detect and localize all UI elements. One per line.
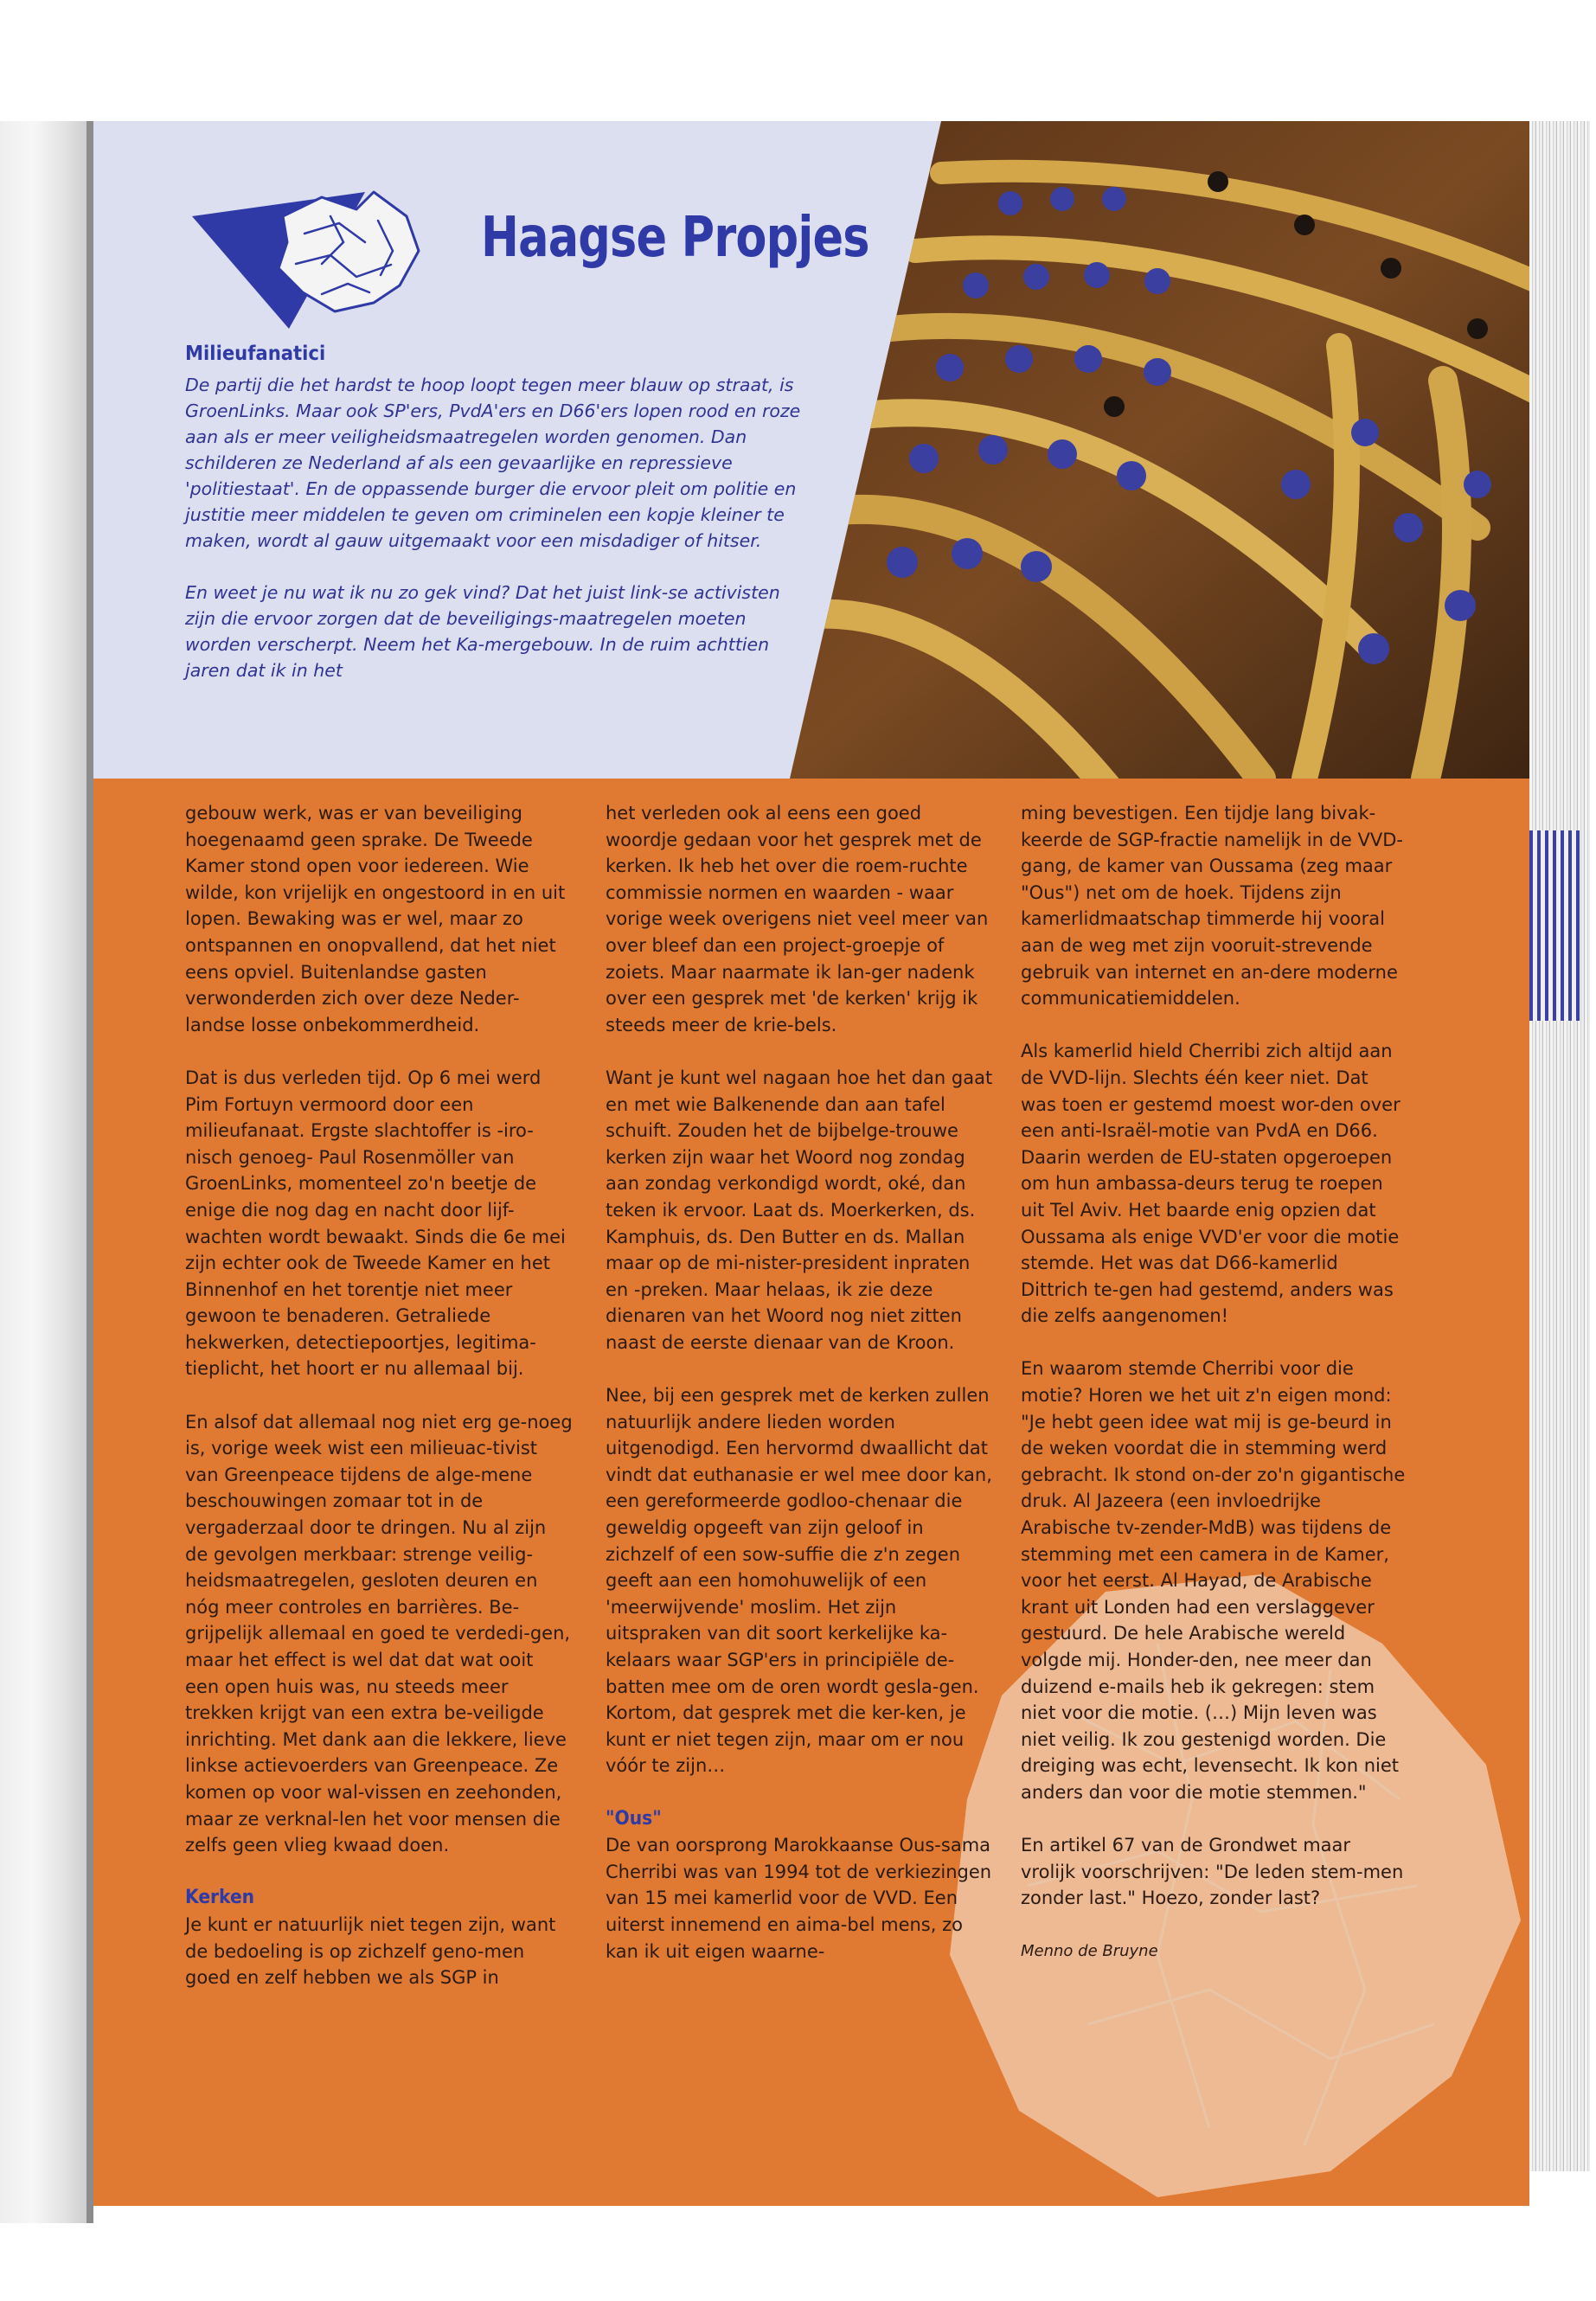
paragraph: Nee, bij een gesprek met de kerken zullen natuurlijk andere lieden worden uitgenodigd. Een hervormd dwaallicht dat vindt dat euthanasie er wel mee door kan, een gereformeerde godloo-chenaar die geweldig opgeeft van zijn geloof in zichzelf of een sow-suffie die z'n zegen geeft aan een homohuwelijk of een 'meerwijvende' moslim. Het zijn uitspraken van dit soort kerkelijke ka-kelaars waar SGP'ers in principiële de-batten mee om de oren wordt gesla-gen. Kortom, dat gesprek met die ker-ken, je kunt er niet tegen zijn, maar om er nou vóór te zijn… [606, 1385, 992, 1777]
author-signature: Menno de Bruyne [1021, 1941, 1158, 1960]
subheading-kerken: Kerken [185, 1887, 255, 1909]
article-column-3 [1021, 800, 1408, 1991]
page-title: Haagse Propjes [481, 206, 869, 270]
paragraph: De van oorsprong Marokkaanse Ous-sama Cherribi was van 1994 tot de verkiezingen van 15 mei kamerlid voor de VVD. Een uiterst innemend en aima-bel mens, zo kan ik uit eigen waarne- [606, 1835, 992, 1962]
blue-page-tabs [1529, 830, 1580, 1021]
paragraph: ming bevestigen. Een tijdje lang bivak-keerde de SGP-fractie namelijk in de VVD-gang, de kamer van Oussama (zeg maar "Ous") net om de hoek. Tijdens zijn kamerlidmaatschap timmerde hij vooral aan de weg met zijn vooruit-strevende gebruik van internet en an-dere moderne communicatiemiddelen. [1021, 803, 1403, 1009]
paragraph: gebouw werk, was er van beveiliging hoegenaamd geen sprake. De Tweede Kamer stond open voor iedereen. Wie wilde, kon vrijelijk en ongestoord in en uit lopen. Bewaking was er wel, maar zo ontspannen en onopvallend, dat het niet eens opviel. Buitenlandse gasten verwonderden zich over deze Neder-landse losse onbekommerdheid. [185, 803, 566, 1035]
article-column-2 [606, 800, 993, 1991]
intro-paragraph-1: De partij die het hardst te hoop loopt tegen meer blauw op straat, is GroenLinks. Maar ook SP'ers, PvdA'ers en D66'ers lopen rood en roze aan als er meer veiligheidsmaatregelen worden genomen. Dan schilderen ze Nederland af als een gevaarlijke en repressieve 'politiestaat'. En de oppassende burger die ervoor pleit om politie en justitie meer middelen te geven om criminelen een kopje kleiner te maken, wordt al gauw uitgemaakt voor een misdadiger of hitser. [185, 375, 801, 551]
page-stack-edges [1529, 121, 1590, 2171]
paragraph: Als kamerlid hield Cherribi zich altijd aan de VVD-lijn. Slechts één keer niet. Dat was toen er gestemd moest wor-den over een anti-Israël-motie van PvdA en D66. Daarin werden de EU-staten opgeroepen om hun ambassa-deurs terug te roepen uit Tel Aviv. Het baarde enig opzien dat Oussama als enige VVD'er voor die motie stemde. Het was dat D66-kamerlid Dittrich te-gen had gestemd, anders was die zelfs aangenomen! [1021, 1041, 1401, 1327]
section-heading-milieufanatici: Milieufanatici [185, 343, 326, 365]
paragraph: Je kunt er natuurlijk niet tegen zijn, want de bedoeling is op zichzelf geno-men goed en zelf hebben we als SGP in [185, 1913, 556, 1989]
paragraph: Dat is dus verleden tijd. Op 6 mei werd Pim Fortuyn vermoord door een milieufanaat. Ergste slachtoffer is -iro-nisch genoeg- Paul Rosenmöller van GroenLinks, momenteel zo'n beetje de enige die nog dag en nacht door lijf-wachten wordt bewaakt. Sinds die 6e mei zijn echter ook de Tweede Kamer en het Binnenhof en het torentje niet meer gewoon te benaderen. Getraliede hekwerken, detectiepoortjes, legitima-tieplicht, het hoort er nu allemaal bij. [185, 1067, 566, 1380]
paragraph: En artikel 67 van de Grondwet maar vrolijk voorschrijven: "De leden stem-men zonder last." Hoezo, zonder last? [1021, 1835, 1404, 1909]
previous-page-edge [0, 121, 93, 2223]
paragraph: En alsof dat allemaal nog niet erg ge-noeg is, vorige week wist een milieuac-tivist van Greenpeace tijdens de alge-mene beschouwingen zomaar tot in de vergaderzaal door te dringen. Nu al zijn de gevolgen merkbaar: strenge veilig-heidsmaatregelen, gesloten deuren en nóg meer controles en barrières. Be-grijpelijk allemaal en goed te verdedi-gen, maar het effect is wel dat dat wat ooit een open huis was, nu steeds meer trekken krijgt van een extra be-veiligde inrichting. Met dank aan die lekkere, lieve linkse actievoerders van Greenpeace. Ze komen op voor wal-vissen en zeehonden, maar ze verknal-len het voor mensen die zelfs geen vlieg kwaad doen. [185, 1411, 573, 1856]
magazine-page [93, 121, 1529, 2206]
paragraph: En waarom stemde Cherribi voor die motie? Horen we het uit z'n eigen mond: "Je hebt geen idee wat mij is ge-beurd in de weken voordat die in stemming werd gebracht. Ik stond on-der zo'n gigantische druk. Al Jazeera (een invloedrijke Arabische tv-zender-MdB) was tijdens de stemming met een camera in de Kamer, voor het eerst. Al Hayad, de Arabische krant uit Londen had een verslaggever gestuurd. De hele Arabische wereld volgde mij. Honder-den, nee meer dan duizend e-mails heb ik gekregen: stem niet voor die motie. (…) Mijn leven was niet veilig. Ik zou gestenigd worden. Die dreiging was echt, levensecht. Ik kon niet anders dan voor die motie stemmen." [1021, 1358, 1406, 1803]
intro-text [185, 372, 808, 709]
article-column-1 [185, 800, 573, 2017]
paragraph: Want je kunt wel nagaan hoe het dan gaat en met wie Balkenende dan aan tafel schuift. Zouden het de bijbelge-trouwe kerken zijn waar het Woord nog zondag aan zondag verkondigd wordt, oké, dan teken ik ervoor. Laat ds. Moerkerken, ds. Kamphuis, ds. Den Butter en ds. Mallan maar op de mi-nister-president inpraten en -preken. Maar helaas, ik zie deze dienaren van het Woord nog niet zitten naast de eerste dienaar van de Kroon. [606, 1067, 993, 1353]
paragraph: het verleden ook al eens een goed woordje gedaan voor het gesprek met de kerken. Ik heb het over die roem-ruchte commissie normen en waarden - waar vorige week overigens niet veel meer van over bleef dan een project-groepje of zoiets. Maar naarmate ik lan-ger nadenk over een gesprek met 'de kerken' krijg ik steeds meer de krie-bels. [606, 803, 989, 1035]
intro-paragraph-2: En weet je nu wat ik nu zo gek vind? Dat het juist link-se activisten zijn die ervoor zorgen dat de beveiligings-maatregelen moeten worden verscherpt. Neem het Ka-mergebouw. In de ruim achttien jaren dat ik in het [185, 582, 780, 681]
crumpled-paper-logo-icon [192, 182, 443, 337]
subheading-ous: "Ous" [606, 1807, 662, 1830]
